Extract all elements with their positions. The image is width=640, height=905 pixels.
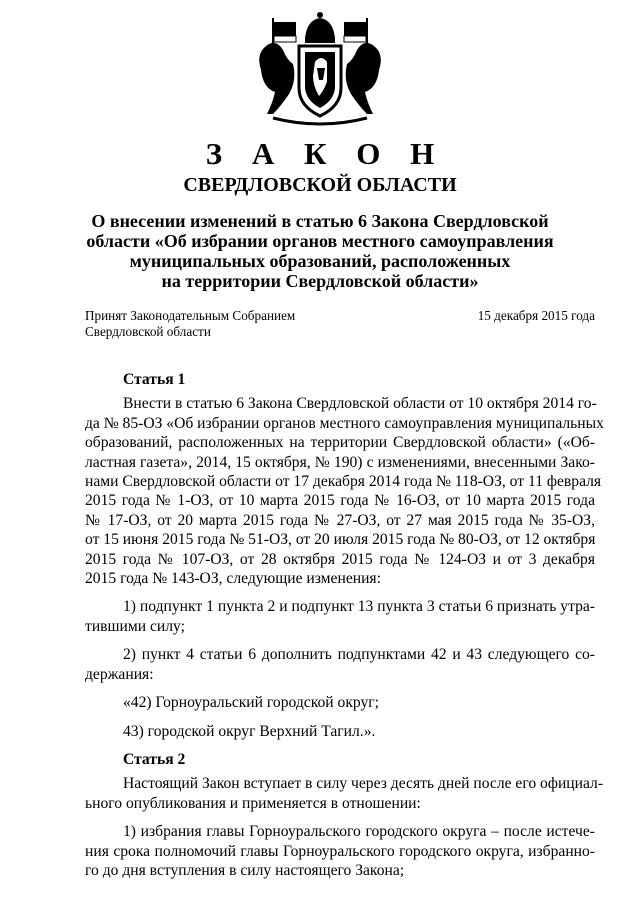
document-body (85, 370, 604, 889)
article-1-item-1 (85, 597, 595, 636)
article-1-heading: Статья 1 (123, 371, 186, 388)
adoption-date: 15 декабря 2015 года (477, 308, 595, 323)
article-1-quote-42 (85, 693, 595, 712)
article-2-item-1 (85, 822, 595, 880)
text-line: № 17-ОЗ, от 20 марта 2015 года № 27-ОЗ, от 27 мая 2015 года № 35-ОЗ, (85, 511, 595, 529)
article-1-quote-43 (85, 722, 595, 741)
article-1-item-2 (85, 645, 595, 684)
adopted-line: Принят Законодательным Собранием (85, 308, 296, 323)
adopted-line: Свердловской области (85, 324, 211, 339)
text-line: «42) Горноуральский городской округ; (123, 694, 380, 712)
adopted-by (85, 308, 295, 340)
text-line: 2015 года № 107-ОЗ, от 28 октября 2015 года № 124-ОЗ и от 3 декабря (85, 550, 595, 568)
text-line: 2) пункт 4 статьи 6 дополнить подпунктами 42 и 43 следующего со- (123, 646, 595, 664)
coat-of-arms-emblem (253, 10, 387, 130)
text-line: ния срока полномочий главы Горноуральского городского округа, избранно- (85, 842, 595, 860)
text-line: 43) городской округ Верхний Тагил.». (123, 722, 376, 740)
text-line: 1) избрания главы Горноуральского городского округа – после истече- (123, 823, 595, 841)
text-line: образований, расположенных на территории Свердловской области» («Об- (85, 434, 595, 452)
subject-line: на территории Свердловской области» (161, 271, 479, 291)
subject-line: О внесении изменений в статью 6 Закона Свердловской (91, 211, 549, 231)
text-line: Настоящий Закон вступает в силу через десять дней после его официал- (123, 775, 604, 793)
article-2-heading: Статья 2 (123, 750, 186, 768)
document-region: СВЕРДЛОВСКОЙ ОБЛАСТИ (183, 174, 457, 196)
text-line: держания: (85, 665, 154, 683)
document-title: З А К О Н (205, 136, 446, 171)
text-line: тившими силу; (85, 617, 185, 635)
text-line: нами Свердловской области от 17 декабря 2014 года № 118-ОЗ, от 11 февраля (85, 473, 602, 491)
article-1-intro (85, 394, 604, 588)
text-line: го до дня вступления в силу настоящего Закона; (85, 861, 405, 879)
text-line: ьного опубликования и применяется в отношении: (85, 794, 421, 812)
text-line: Внести в статью 6 Закона Свердловской области от 10 октября 2014 го- (123, 395, 597, 413)
text-line: 2015 года № 143-ОЗ, следующие изменения: (85, 570, 381, 588)
subject-line: области «Об избрании органов местного самоуправления (86, 231, 554, 251)
text-line: 1) подпункт 1 пункта 2 и подпункт 13 пункта 3 статьи 6 признать утра- (123, 598, 595, 616)
text-line: 2015 года № 1-ОЗ, от 10 марта 2015 года № 16-ОЗ, от 10 марта 2015 года (85, 492, 595, 510)
subject-line: муниципальных образований, расположенных (129, 251, 511, 271)
text-line: да № 85-ОЗ «Об избрании органов местного самоуправления муниципальных (85, 414, 604, 432)
document-subject (60, 211, 580, 291)
article-2-intro (85, 774, 604, 813)
text-line: от 15 июня 2015 года № 51-ОЗ, от 20 июля 2015 года № 80-ОЗ, от 12 октября (85, 531, 596, 549)
text-line: ластная газета», 2014, 15 октября, № 190) с изменениями, внесенными Зако- (85, 453, 595, 471)
